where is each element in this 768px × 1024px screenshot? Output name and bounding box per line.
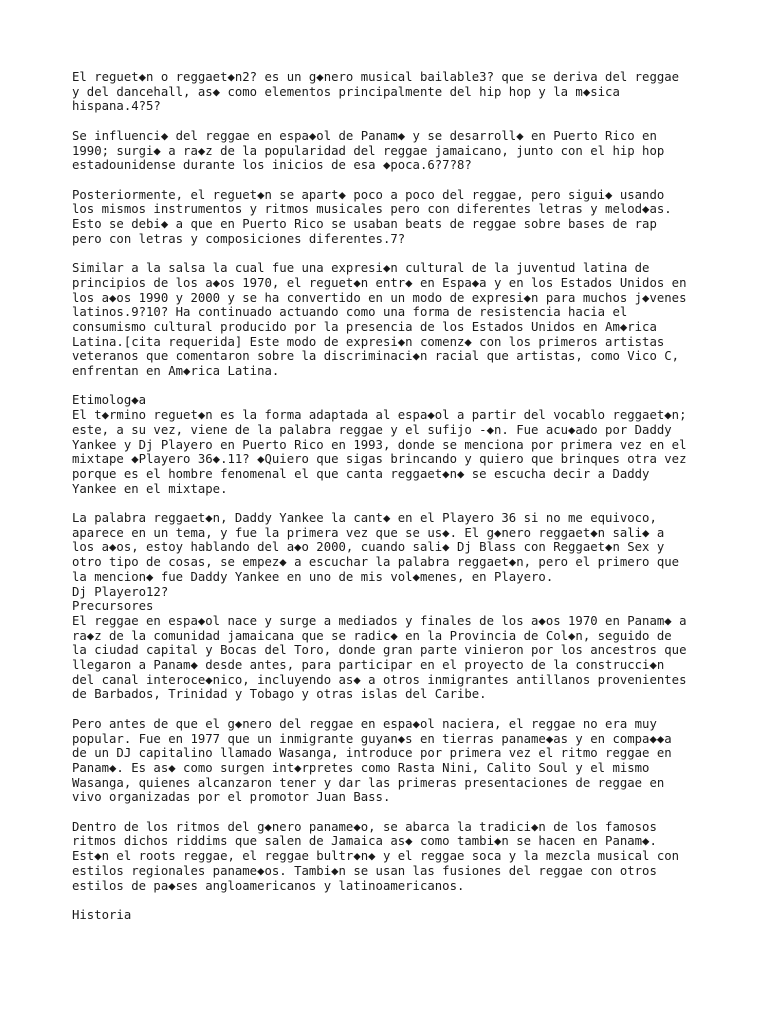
- text-line: la mencion◆ fue Daddy Yankee en uno de mis vol◆menes, en Playero.: [72, 569, 554, 584]
- text-line: ritmos dichos riddims que salen de Jamaica as◆ como tambi◆n se hacen en Panam◆.: [72, 834, 657, 849]
- text-line: popular. Fue en 1977 que un inmigrante guyan◆s en tierras paname◆as y en compa◆◆a: [72, 731, 672, 746]
- paragraph: [72, 188, 712, 247]
- text-line: Panam◆. Es as◆ como surgen int◆rpretes como Rasta Nini, Calito Soul y el mismo: [72, 760, 650, 775]
- paragraph: [72, 820, 712, 894]
- text-line: Dj Playero12?: [72, 584, 169, 599]
- text-line: los a◆os 1990 y 2000 y se ha convertido en un modo de expresi◆n para muchos j◆venes: [72, 290, 687, 305]
- text-line: hispana.4?5?: [72, 99, 161, 114]
- text-line: mixtape ◆Playero 36◆.11? ◆Quiero que sigas brincando y quiero que brinques otra vez: [72, 452, 687, 467]
- paragraph: [72, 70, 712, 114]
- text-line: Wasanga, quienes alcanzaron tener y dar las primeras presentaciones de reggae en: [72, 775, 665, 790]
- text-line: del canal interoce◆nico, incluyendo as◆ a otros inmigrantes antillanos provenientes: [72, 672, 687, 687]
- text-line: aparece en un tema, y fue la primera vez que se us◆. El g◆nero reggaet◆n sali◆ a: [72, 525, 665, 540]
- paragraph: [72, 908, 712, 923]
- text-line: La palabra reggaet◆n, Daddy Yankee la cant◆ en el Playero 36 si no me equivoco,: [72, 511, 657, 526]
- text-line: llegaron a Panam◆ desde antes, para participar en el proyecto de la construcci◆n: [72, 658, 665, 673]
- text-line: principios de los a◆os 1970, el reguet◆n entr◆ en Espa◆a y en los Estados Unidos en: [72, 275, 687, 290]
- text-line: Posteriormente, el reguet◆n se apart◆ poco a poco del reggae, pero sigui◆ usando: [72, 187, 665, 202]
- text-line: Est◆n el roots reggae, el reggae bultr◆n◆ y el reggae soca y la mezcla musical con: [72, 849, 680, 864]
- text-line: y del dancehall, as◆ como elementos principalmente del hip hop y la m◆sica: [72, 84, 620, 99]
- document-body: [72, 70, 712, 937]
- text-line: estilos de pa◆ses angloamericanos y latinoamericanos.: [72, 878, 465, 893]
- text-line: 1990; surgi◆ a ra◆z de la popularidad del reggae jamaicano, junto con el hip hop: [72, 143, 665, 158]
- paragraph: [72, 717, 712, 805]
- text-line: ra◆z de la comunidad jamaicana que se radic◆ en la Provincia de Col◆n, seguido de: [72, 628, 672, 643]
- text-line: la ciudad capital y Bocas del Toro, donde gran parte vinieron por los ancestros que: [72, 643, 687, 658]
- text-line: los mismos instrumentos y ritmos musicales pero con diferentes letras y melod◆as.: [72, 202, 672, 217]
- text-line: de un DJ capitalino llamado Wasanga, introduce por primera vez el ritmo reggae en: [72, 746, 672, 761]
- text-line: Precursores: [72, 599, 154, 614]
- text-line: Esto se debi◆ a que en Puerto Rico se usaban beats de reggae sobre bases de rap: [72, 217, 657, 231]
- text-line: Se influenci◆ del reggae en espa◆ol de Panam◆ y se desarroll◆ en Puerto Rico en: [72, 128, 657, 143]
- text-line: Similar a la salsa la cual fue una expresi◆n cultural de la juventud latina de: [72, 261, 650, 276]
- text-line: vivo organizadas por el promotor Juan Bass.: [72, 790, 391, 805]
- paragraph: [72, 261, 712, 379]
- text-line: veteranos que comentaron sobre la discriminaci◆n racial que artistas, como Vico C,: [72, 349, 680, 364]
- text-line: Yankee en el mixtape.: [72, 481, 228, 496]
- text-line: Historia: [72, 907, 132, 922]
- text-line: de Barbados, Trinidad y Tobago y otras islas del Caribe.: [72, 687, 487, 702]
- paragraph: [72, 511, 712, 702]
- text-line: Etimolog◆a: [72, 393, 147, 408]
- text-line: consumismo cultural producido por la presencia de los Estados Unidos en Am◆rica: [72, 319, 657, 334]
- paragraph: [72, 129, 712, 173]
- paragraph: [72, 393, 712, 496]
- text-line: Pero antes de que el g◆nero del reggae en espa◆ol naciera, el reggae no era muy: [72, 716, 657, 731]
- text-line: los a◆os, estoy hablando del a◆o 2000, cuando sali◆ Dj Blass con Reggaet◆n Sex y: [72, 540, 665, 555]
- text-line: latinos.9?10? Ha continuado actuando como una forma de resistencia hacia el: [72, 305, 628, 320]
- text-line: pero con letras y composiciones diferentes.7?: [72, 231, 406, 246]
- text-line: estadounidense durante los inicios de esa ◆poca.6?7?8?: [72, 158, 472, 173]
- text-line: Yankee y Dj Playero en Puerto Rico en 1993, donde se menciona por primera vez en el: [72, 437, 687, 452]
- text-line: enfrentan en Am◆rica Latina.: [72, 364, 280, 379]
- text-line: Dentro de los ritmos del g◆nero paname◆o, se abarca la tradici◆n de los famosos: [72, 819, 657, 834]
- text-line: estilos regionales paname◆os. Tambi◆n se usan las fusiones del reggae con otros: [72, 863, 657, 878]
- text-line: otro tipo de cosas, se empez◆ a escuchar la palabra reggaet◆n, pero el primero que: [72, 555, 680, 570]
- text-line: porque es el hombre fenomenal el que canta reggaet◆n◆ se escucha decir a Daddy: [72, 466, 650, 481]
- text-line: El reguet◆n o reggaet◆n2? es un g◆nero musical bailable3? que se deriva del reggae: [72, 70, 680, 84]
- text-line: El t◆rmino reguet◆n es la forma adaptada al espa◆ol a partir del vocablo reggaet◆n;: [72, 408, 687, 423]
- text-line: Latina.[cita requerida] Este modo de expresi◆n comenz◆ con los primeros artistas: [72, 334, 665, 349]
- text-line: El reggae en espa◆ol nace y surge a mediados y finales de los a◆os 1970 en Panam◆ a: [72, 613, 687, 628]
- text-line: este, a su vez, viene de la palabra reggae y el sufijo -◆n. Fue acu◆ado por Daddy: [72, 422, 672, 437]
